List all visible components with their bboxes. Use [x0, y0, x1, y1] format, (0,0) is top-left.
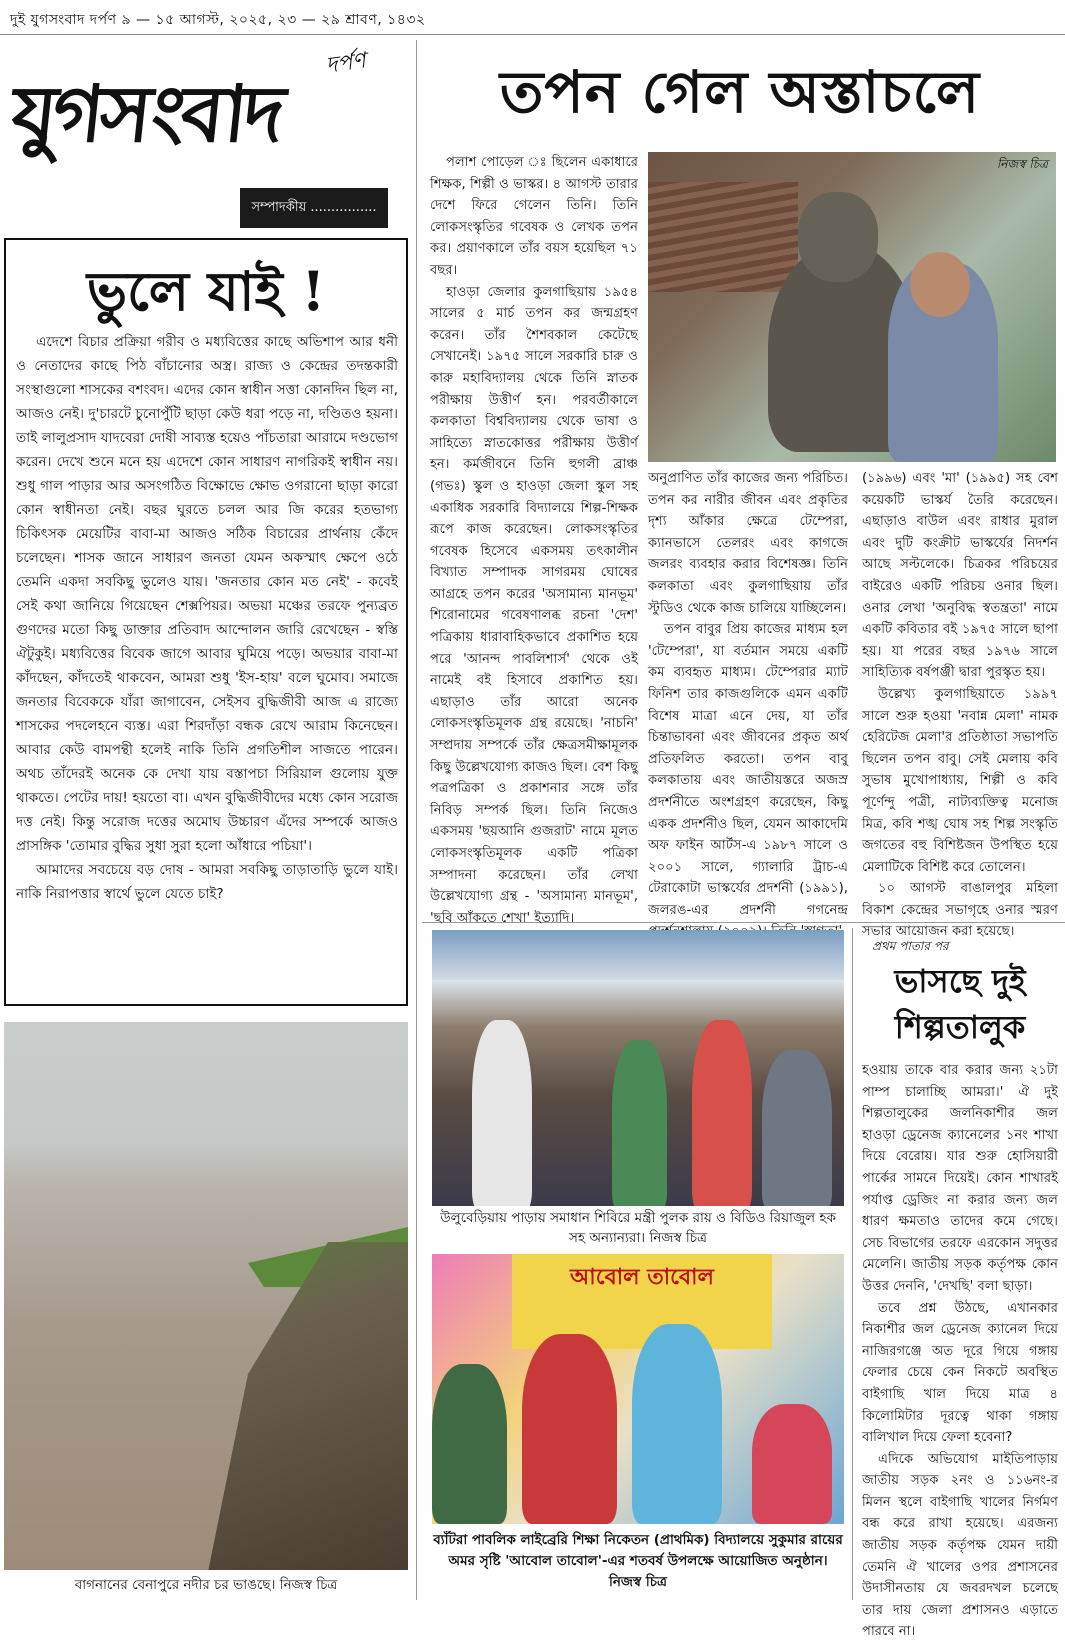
masthead [8, 48, 408, 178]
article-column-1 [430, 152, 638, 951]
canopy-shape [432, 930, 844, 980]
article-paragraph: পলাশ পোড়েল ঃ ছিলেন একাধারে শিক্ষক, শিল্পী ও ভাস্কর। ৪ আগস্ট তারার দেশে ফিরে গেলেন তিনি। তিনি লোকসংস্কৃতির গবেষক ও লেখক তপন কর। প্রয়াণকালে তাঁর বয়স হয়েছিল ৭১ বছর। [430, 155, 638, 278]
camp-photo [432, 930, 844, 1206]
column-divider-left [416, 40, 417, 1600]
roof-shape [648, 182, 798, 292]
person-head-shape [910, 252, 970, 317]
editorial-title: ভুলে যাই ! [86, 259, 326, 323]
article-paragraph: তপন বাবুর প্রিয় কাজের মাধ্যম হল 'টেম্পেরা', যা বর্তমান সময়ে একটি কম ব্যবহৃত মাধ্যম। টেম্পেরার ম্যাট ফিনিশ তার কাজগুলিকে এমন একটি বিশেষ মাত্রা এনে দেয়, যা তাঁর চিন্তাভাবনা এবং জীবনের প্রকৃত অর্থ প্রতিফলিত করতো। তপন বাবু কলকাতায় এবং জাতীয়স্তরে অজস্র প্রদর্শনীতে অংশগ্রহণ করেছেন, কিছু একক প্রদর্শনীও ছিল, যেমন আকাদেমি অফ ফাইন আর্টস-এ ১৯৮৭ সালে ও ২০০১ সালে, গ্যালারি ট্রাচ-এ টেরাকোটা ভাস্কর্যের প্রদর্শনী (১৯৯১), জলরঙ-এর প্রদর্শনী গগনেন্দ্র [648, 622, 848, 918]
figure-shape [632, 1324, 722, 1524]
river-bank-shape [208, 1242, 408, 1570]
masthead-suffix: দর্পণ [324, 48, 368, 79]
river-photo-caption: বাগনানের বেনাপুরে নদীর চর ভাঙছে। নিজস্ব চিত্র [74, 1577, 338, 1593]
masthead-name: যুগসংবাদ [7, 69, 286, 160]
river-erosion-photo [4, 1022, 408, 1570]
article-paragraph: হওয়ায় তাকে বার করার জন্য ২১টা পাম্প চালাচ্ছি আমরা।' ঐ দুই শিল্পতালুকের জলনিকাশীর জল হাওড়া ড্রেনেজ ক্যানেলের ১নং শাখা দিয়ে বেরোয়। যার শুরু হোসিয়ারী পার্কের সামনে দিয়েই। কোন শাখারই পর্যাপ্ত ড্রেজিং না করার জন্য জল ধারণ ক্ষমতাও তাদের কমে গেছে। সেচ বিভাগের তরফে এরকোন সদুত্তর মেলেনি। জাতীয় সড়ক কর্তৃপক্ষ কোন উত্তর দেননি, 'দেখছি' বলা ছাড়া। [862, 1063, 1058, 1294]
article-column-3 [862, 468, 1058, 943]
side-title-line-1: ভাসছে দুই [894, 962, 1026, 1000]
continued-kicker: প্রথম পাতার পর [872, 939, 949, 953]
figure-shape [472, 1020, 532, 1206]
header-divider [0, 34, 1065, 35]
camp-photo-caption: উলুবেড়িয়ায় পাড়ায় সমাধান শিবিরে মন্ত্রী পুলক রায় ও বিডিও রিয়াজুল হক সহ অন্যান্যরা। নিজস্ব চিত্র [440, 1210, 836, 1246]
figure-shape [432, 1364, 507, 1524]
editorial-box [4, 238, 408, 1006]
article-paragraph: তবে প্রশ্ন উঠছে, এখানকার নিকাশীর জল ড্রেনেজ ক্যানেল দিয়ে নাজিরগঞ্জে অত দূরে গিয়ে গঙ্গায় ফেলার চেয়ে কেন নিকটে অবস্থিত বাইগাছি খাল দিয়ে মাত্র ৪ কিলোমিটার দূরত্বে থাকা গঙ্গায় বালিখাল দিয়ে ফেলা হবেনা? [862, 1300, 1058, 1446]
sculpture-photo [648, 152, 1056, 462]
photo-credit: নিজস্ব চিত্র [996, 157, 1048, 171]
bust-head-shape [798, 192, 878, 282]
figure-shape [692, 1020, 752, 1206]
article-column-2 [648, 468, 848, 943]
stage-photo-caption: ব্যাঁটরা পাবলিক লাইব্রেরি শিক্ষা নিকেতন (প্রাথমিক) বিদ্যালয়ে সুকুমার রায়ের অমর সৃষ্টি 'আবোল তাবোল'-এর শতবর্ষ উপলক্ষে আয়োজিত অনুষ্ঠান। নিজস্ব চিত্র [433, 1532, 843, 1590]
side-article-title [860, 958, 1060, 1050]
stage-event-photo [432, 1254, 844, 1524]
figure-shape [762, 1050, 832, 1206]
editorial-label: সম্পাদকীয় ................ [240, 188, 388, 228]
main-headline: তপন গেল অস্তাচলে [499, 58, 981, 126]
editorial-paragraph: আমাদের সবচেয়ে বড় দোষ - আমরা সবকিছু তাড়াতাড়ি ভুলে যাই। নাকি নিরাপত্তার স্বার্থে ভুলে যেতে চাই? [16, 862, 398, 902]
article-paragraph: এদিকে অভিযোগ মাইতিপাড়ায় জাতীয় সড়ক ২নং ও ১১৬নং-র মিলন স্থলে বাইগাছি খালের নির্গমণ বন্ধ করে রাখা হয়েছে। এরজন্য জাতীয় সড়ক কর্তৃপক্ষ যেমন দায়ী তেমনি ঐ খালের ওপর প্রশাসনের উদাসীনতায় যে জবরদখল চলেছে তার দায় জেলা প্রশাসনও এড়াতে পারবে না। [862, 1451, 1058, 1640]
stage-banner-text: আবোল তাবোল [570, 1265, 714, 1290]
side-title-line-2: শিল্পতালুক [894, 1008, 1026, 1046]
article-paragraph: (১৯৯৬) এবং 'মা' (১৯৯৫) সহ বেশ কয়েকটি ভাস্কর্য তৈরি করেছেন। এছাড়াও বাউল এবং রাধার মুরাল এবং দুটি কংক্রীট ভাস্কর্যের নিদর্শন আছে সল্টলেকে। চিত্রকর পরিচয়ের বাইরেও একটি পরিচয় ওনার ছিল। ওনার লেখা 'অনুবিদ্ধ স্বতন্ত্রতা' নামে একটি কবিতার বই ১৯৭৫ সালে ছাপা হয়। যা পরের বছর ১৯৭৬ সালে সাহিত্যিক বর্ষপঞ্জী দ্বারা পুরস্কৃত হয়। [862, 471, 1058, 681]
article-paragraph: উল্লেখ্য কুলগাছিয়াতে ১৯৯৭ সালে শুরু হওয়া 'নবান্ন মেলা' নামক হেরিটেজ মেলা'র প্রতিষ্ঠাতা সভাপতি ছিলেন তপন বাবু। সেই মেলায় কবি সুভাষ মুখোপাধ্যায়, শিল্পী ও কবি পূর্ণেন্দু পত্রী, নাট্যব্যক্তিত্ব মনোজ মিত্র, কবি শঙ্খ ঘোষ সহ শিল্প সংস্কৃতি জগতের বহু বিশিষ্টজন উপস্থিত হয়ে মেলাটিকে বিশিষ্ট করে তোলেন। [862, 686, 1058, 875]
side-article-body [862, 1060, 1058, 1643]
figure-shape [612, 1040, 667, 1206]
article-paragraph: হাওড়া জেলার কুলগাছিয়ায় ১৯৫৪ সালের ৫ মার্চ তপন কর জন্মগ্রহণ করেন। তাঁর শৈশবকাল কেটেছে সেখানেই। ১৯৭৫ সালে সরকারি চারু ও কারু মহাবিদ্যালয় থেকে তিনি স্নাতক পরীক্ষায় উত্তীর্ণ হন। পরবর্তীকালে কলকাতা বিশ্ববিদ্যালয় থেকে ভাষা ও সাহিত্যে স্নাতকোত্তর পরীক্ষায় উত্তীর্ণ হন। কর্মজীবনে তিনি হুগলী ব্রাঞ্চ (গভঃ) স্কুল ও হাওড়া জেলা স্কুল সহ একাধিক সরকারি বিদ্যালয়ে শিল্প-শিক্ষক রূপে কাজ করেছেন। লোকসংস্কৃতির গবেষক হিসেবে একসময় তৎকালীন বিখ্যাত সম্পাদক সাগরময় ঘোষের আগ্রহে তপন করের 'অসামান্য মানভূম' শিরোনামের গবেষণালব্ধ রচনা 'দেশ' পত্রিকায় ধারাবাহিকভাবে প্রকাশিত হয়ে পরে 'আনন্দ পাবলিশার্স' থেকে ওই নামেই বই হিসাবে প্রকাশিত হয়। এছাড়াও তাঁর আরো অনেক লোকসংস্কৃতিমূলক গ্রন্থ রয়েছে। 'নাচনি' সম্প্রদায় সম্পর্কে তাঁর ক্ষেত্রসমীক্ষামূলক কিছু উল্লেখযোগ্য কাজও ছিল। বেশ কিছু পত্রপত্রিকা ও প্রকাশনার সঙ্গে তাঁর নিবিড় সম্পর্ক ছিল। তিনি নিজেও একসময় 'ছয়আনি গুজরাট' নামে মূলত লোকসংস্কৃতিমূলক একটি পত্রিকা সম্পাদনা করেছেন। তাঁর লেখা উল্লেখযোগ্য গ্রন্থ - 'অসামান্য মানভূম', 'ছবি আঁকতে শেখা' ইত্যাদি। [430, 284, 638, 926]
column-divider-right [852, 928, 853, 1600]
article-paragraph: অনুপ্রাণিত তাঁর কাজের জন্য পরিচিত। তপন কর নারীর জীবন এবং প্রকৃতির দৃশ্য আঁকার ক্ষেত্রে টেম্পেরা, ক্যানভাসে তেলরং এবং কাগজে জলরং ব্যবহার করার বিশেষজ্ঞ। তিনি কলকাতা এবং কুলগাছিয়ায় তাঁর স্টুডিও থেকে কাজ চালিয়ে যাচ্ছিলেন। [648, 471, 848, 616]
figure-shape [522, 1334, 617, 1524]
page-header: দুই যুগসংবাদ দর্পণ ৯ — ১৫ আগস্ট, ২০২৫, ২৩ — ২৯ শ্রাবণ, ১৪৩২ [10, 12, 426, 28]
article-paragraph: ১০ আগস্ট বাঙালপুর মহিলা বিকাশ কেন্দ্রের সভাগৃহে ওনার স্মরণ সভার আয়োজন করা হয়েছে। [862, 881, 1058, 940]
editorial-paragraph: এদেশে বিচার প্রক্রিয়া গরীব ও মধ্যবিত্তের কাছে অভিশাপ আর ধনী ও নেতাদের কাছে পিঠ বাঁচানোর অস্ত্র। রাজ্য ও কেন্দ্রের তদন্তকারী সংস্থাগুলো শাসকের বশংবদ। এদের কোন স্বাধীন সত্তা কোনদিন ছিল না, আজও নেই। দু'চারটে চুনোপুঁটি ছাড়া কেউ ধরা পড়ে না, দণ্ডিতও হয়না। তাই লালুপ্রসাদ যাদবেরা দোষী সাব্যস্ত হয়েও পাঁচতারা আরামে দণ্ডভোগ করেন। দেখে শুনে মনে হয় এদেশে কোন সাধারণ নাগরিকই স্বাধীন নয়। শুধু গাল পাড়ার আর অসংগঠিত বিক্ষোভে ক্ষোভ ওগরানো ছাড়া কারো কোন স্বাধীনতা নেই। বছর ঘুরতে চলল আর জি করের হতভাগ্য চিকিৎসক মেয়েটির বাবা-মা আজও সঠিক বিচারের প্রার্থনায় কেঁদে চলেছেন। শাসক জানে সাধারণ জনতা যেমন অকস্মাৎ ক্ষেপে ওঠে তেমনি একদা সবকিছু ভুলেও যায়। 'জনতার কোন মত নেই' - কবেই সেই কথা জানিয়ে গিয়েছেন শেক্সপিয়র। অভয়া মঞ্চের তরফে পুন্যব্রত গুণদের মতো কিছু ডাক্তার প্রতিবাদ আন্দোলন জারি রেখেছেন - স্বস্তি ঐটুকুই। মধ্যবিত্তের বিবেক জাগে আবার ঘুমিয়ে পড়ে। অভয়ার বাবা-মা কাঁদছেন, কাঁদতেই থাকবেন, আমরা শুধু 'ইস-হায়' বলে ঘুমোব। সমাজে জনতার বিবেককে যাঁরা জাগাবেন, সেইসব বুদ্ধিজীবী আজ এ রাজ্যে শাসকের পদলেহনে ব্যস্ত। এরা শিরদাঁড়া বন্ধক রেখে আরাম কিনেছেন। আবার কেউ বামপন্থী হলেই নাকি তিনি প্রগতিশীল সাজতে পারেন। অথচ তাঁদেরই অনেক কে দেখা যায় বস্তাপচা সিরিয়াল গুলোয় যুক্ত থাকতে। পেটের দায়! হয়তো বা। এখন বুদ্ধিজীবীদের মধ্যে কোন সরোজ দত্ত নেই। কিন্তু সরোজ দত্তের অমোঘ উচ্চারণ এঁদের সম্পর্কে আজও প্রাসঙ্গিক 'তোমার বুদ্ধির সুধা সুরা হলো আঁধারে পচিয়া'। [16, 334, 398, 854]
figure-shape [752, 1404, 832, 1524]
editorial-body [16, 330, 398, 906]
